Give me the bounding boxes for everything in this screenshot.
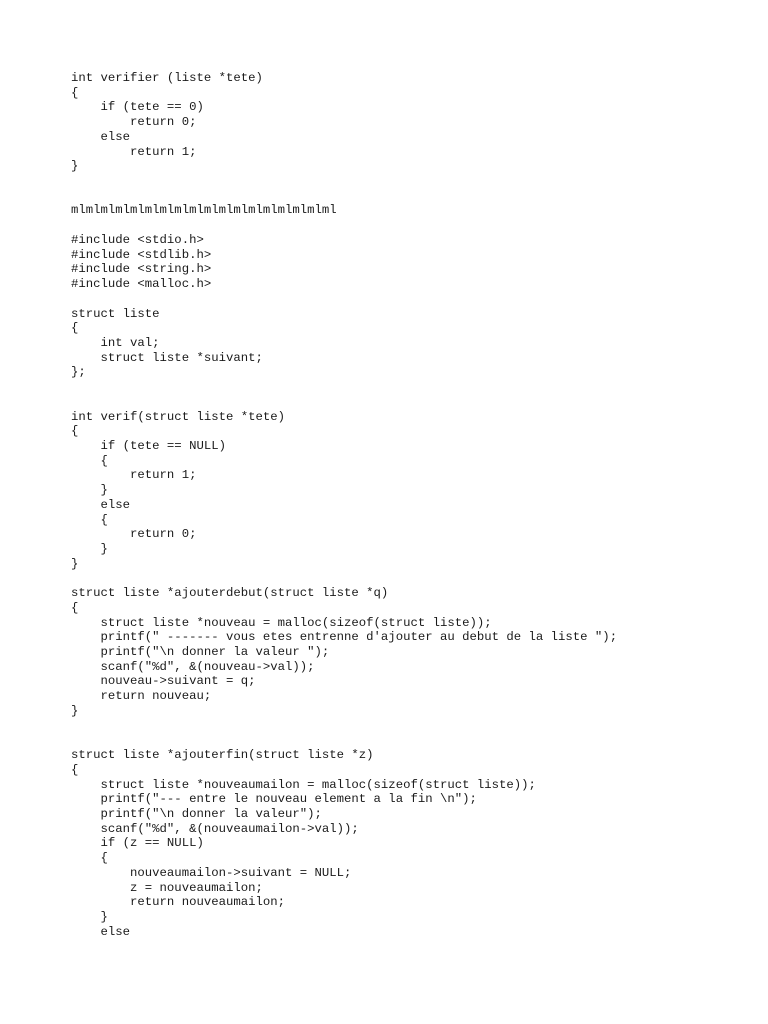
code-line: [71, 292, 617, 307]
code-line: return 1;: [71, 468, 197, 483]
code-line: return nouveau;: [71, 689, 212, 704]
code-line: {: [71, 512, 108, 527]
code-line: }: [71, 542, 108, 556]
code-line: mlmlmlmlmlmlmlmlmlmlmlmlmlmlmlmlmlml: [71, 203, 337, 218]
code-line: int verif(struct liste *tete): [71, 409, 286, 424]
code-line: };: [71, 365, 86, 380]
code-line: #include <stdlib.h>: [71, 247, 212, 262]
code-line: }: [71, 909, 108, 924]
code-line: struct liste *ajouterfin(struct liste *z): [71, 748, 374, 763]
code-line: }: [71, 159, 79, 174]
code-line: [71, 218, 617, 233]
code-line: }: [71, 703, 79, 718]
code-line: struct liste *nouveau = malloc(sizeof(struct liste));: [71, 615, 492, 630]
code-line: [71, 174, 617, 189]
code-line: #include <stdio.h>: [71, 232, 204, 247]
code-line: }: [71, 483, 108, 498]
code-line: int val;: [71, 335, 160, 350]
code-line: [71, 719, 617, 734]
code-listing: [71, 71, 617, 939]
code-line: nouveau->suivant = q;: [71, 674, 256, 689]
code-line: }: [71, 556, 79, 571]
code-line: {: [71, 321, 79, 336]
code-line: printf("\n donner la valeur ");: [71, 645, 330, 660]
code-line: {: [71, 453, 108, 468]
code-line: {: [71, 762, 79, 777]
code-line: scanf("%d", &(nouveau->val));: [71, 659, 315, 674]
code-line: {: [71, 424, 79, 439]
code-line: scanf("%d", &(nouveaumailon->val));: [71, 821, 359, 836]
code-line: int verifier (liste *tete): [71, 71, 263, 85]
code-line: printf(" ------- vous etes entrenne d'ajouter au debut de la liste ");: [71, 630, 618, 645]
code-line: {: [71, 600, 79, 615]
code-line: #include <string.h>: [71, 262, 212, 277]
code-line: #include <malloc.h>: [71, 277, 212, 292]
code-line: struct liste *nouveaumailon = malloc(sizeof(struct liste));: [71, 777, 536, 792]
code-line: else: [71, 924, 131, 939]
code-line: printf("\n donner la valeur");: [71, 806, 322, 821]
code-line: struct liste: [71, 306, 160, 321]
code-line: [71, 380, 617, 395]
code-line: printf("--- entre le nouveau element a la fin \n");: [71, 792, 477, 807]
code-line: z = nouveaumailon;: [71, 880, 263, 895]
code-line: if (tete == 0): [71, 100, 204, 115]
code-line: struct liste *ajouterdebut(struct liste *q): [71, 586, 389, 601]
code-line: [71, 395, 617, 410]
code-line: return 0;: [71, 115, 197, 130]
code-line: if (z == NULL): [71, 836, 204, 851]
code-line: [71, 189, 617, 204]
code-line: return 0;: [71, 527, 197, 542]
code-line: [71, 733, 617, 748]
code-line: if (tete == NULL): [71, 438, 226, 453]
code-line: else: [71, 129, 131, 144]
code-line: return nouveaumailon;: [71, 895, 286, 910]
code-line: [71, 571, 617, 586]
code-line: nouveaumailon->suivant = NULL;: [71, 865, 352, 880]
code-line: {: [71, 85, 79, 100]
code-line: else: [71, 497, 131, 512]
code-line: {: [71, 851, 108, 866]
code-line: return 1;: [71, 144, 197, 159]
code-line: struct liste *suivant;: [71, 350, 263, 365]
